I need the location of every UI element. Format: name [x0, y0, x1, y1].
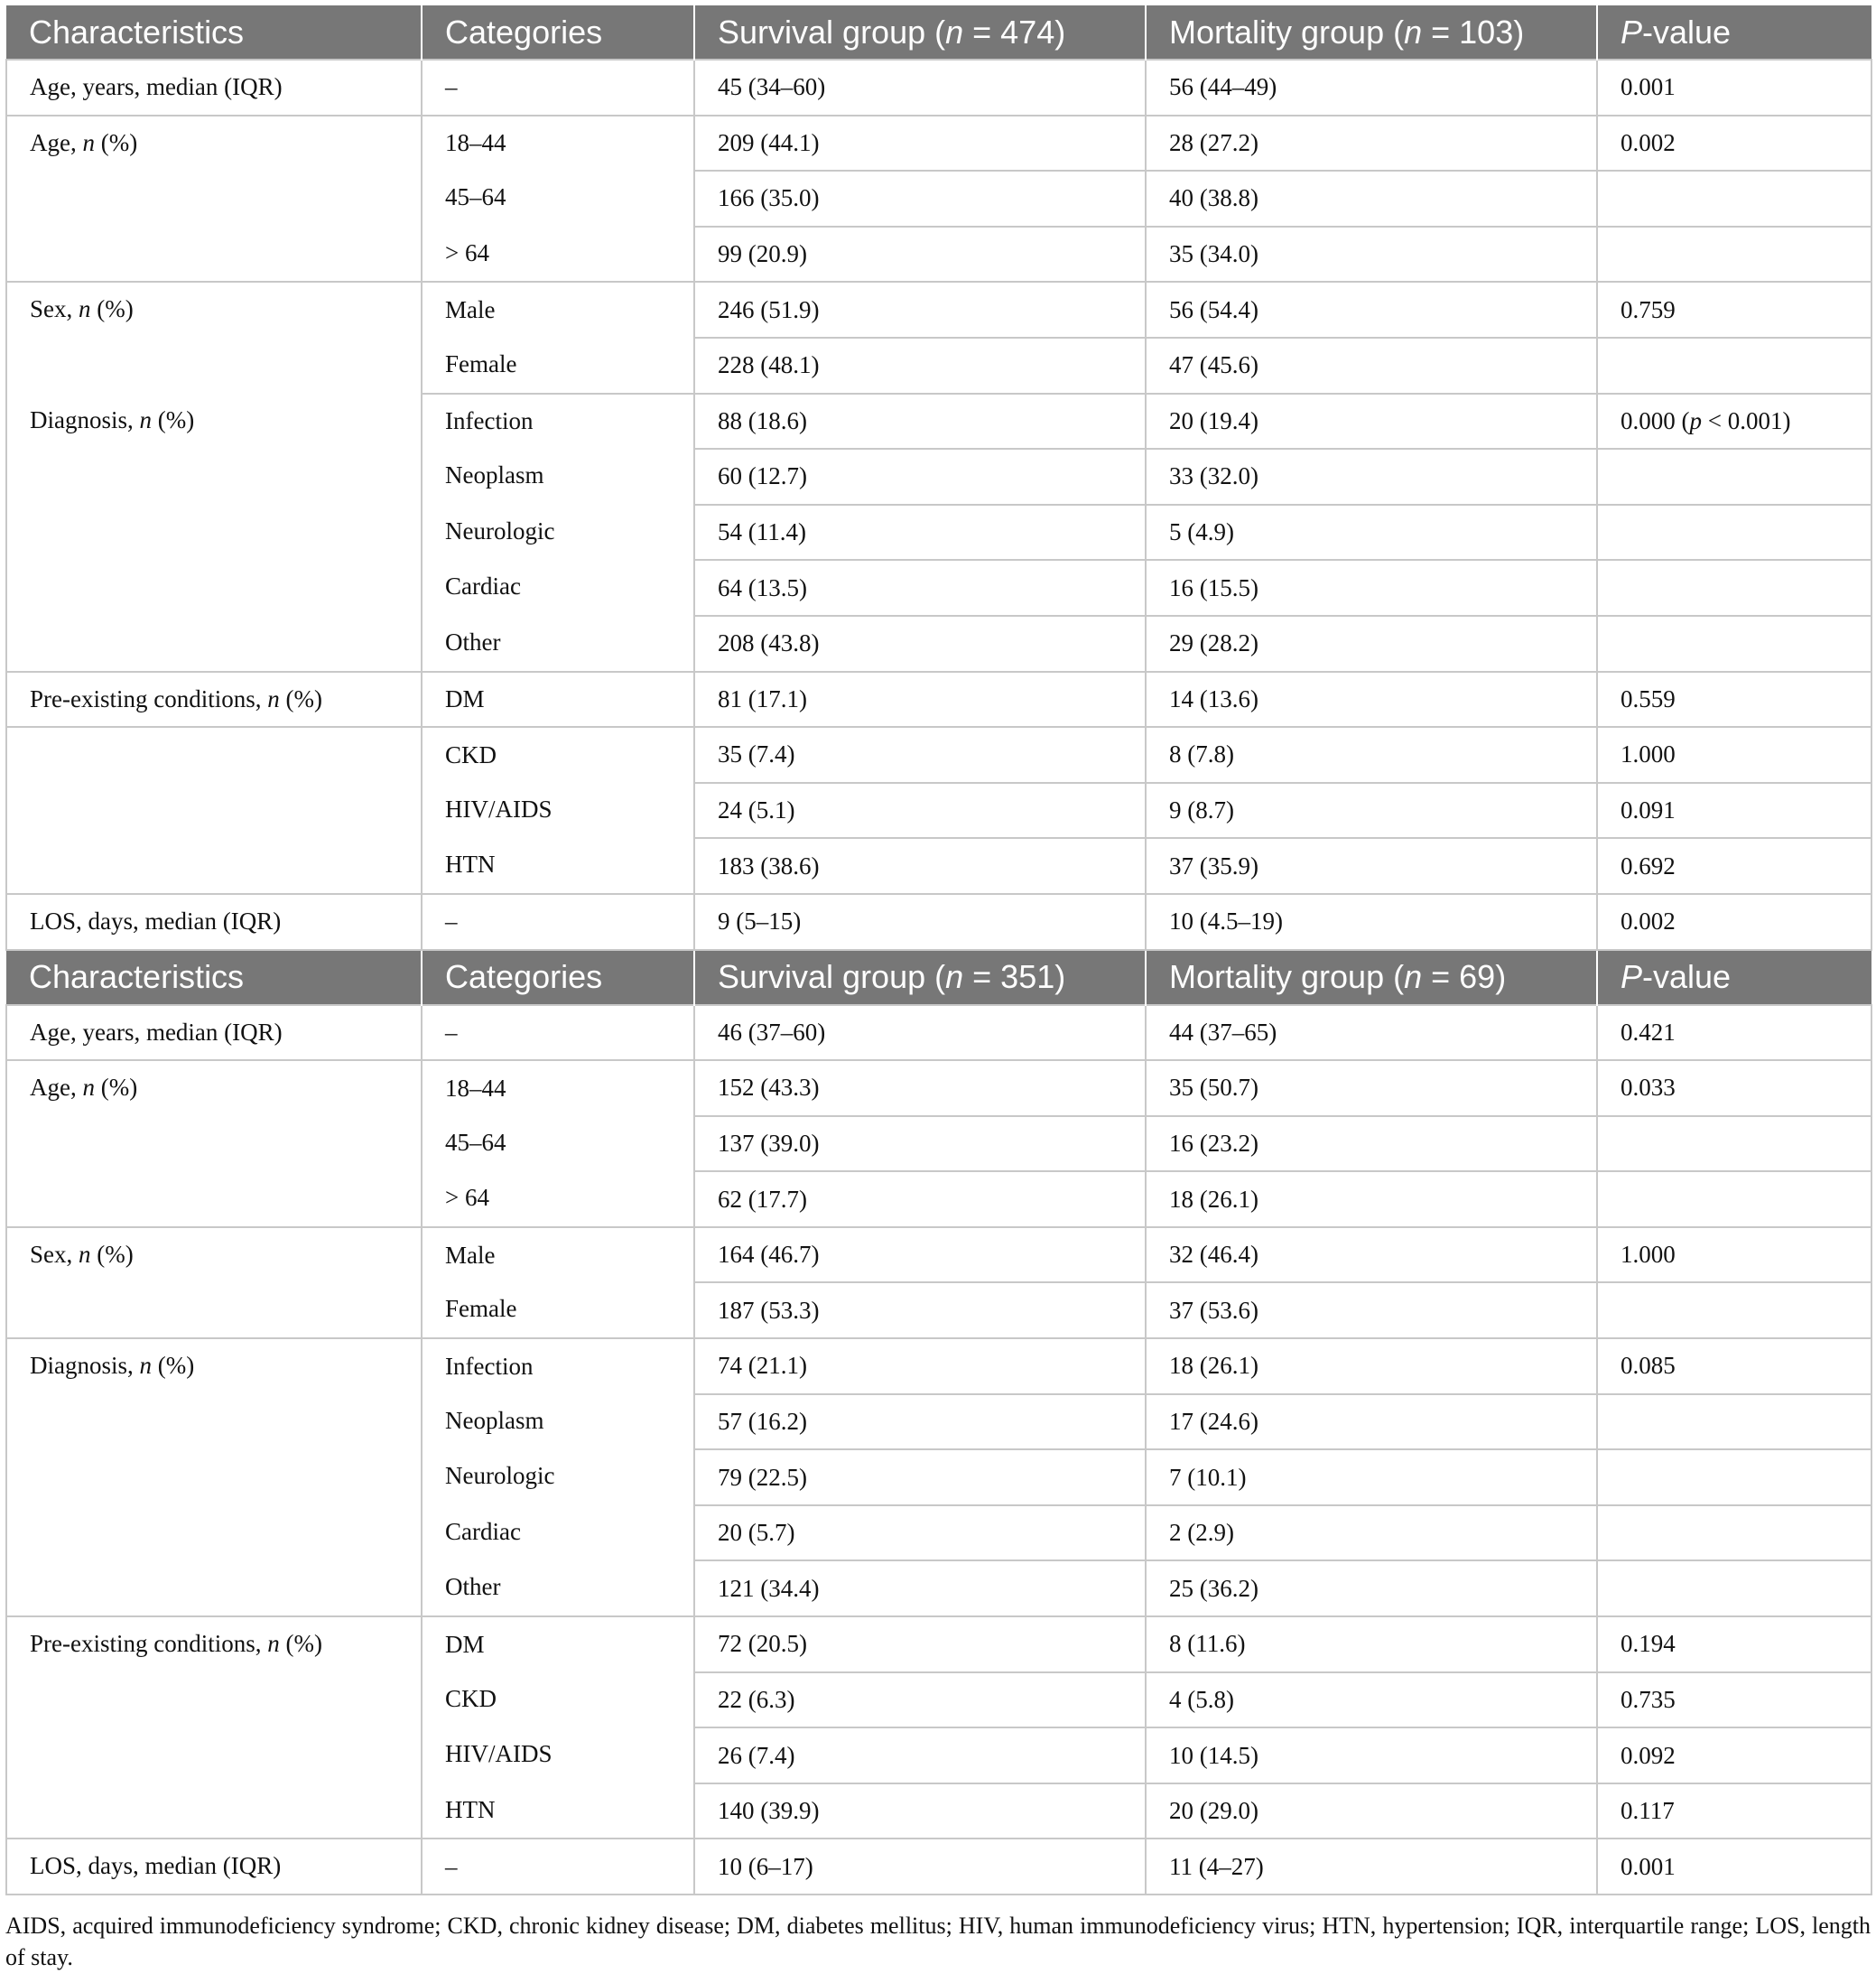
table-row	[6, 1227, 1871, 1283]
cell-category: Neurologic	[422, 505, 694, 561]
cell-survival: 24 (5.1)	[694, 783, 1146, 839]
cell-mortality: 56 (54.4)	[1146, 282, 1597, 338]
table-row	[6, 60, 1871, 116]
cell-characteristic: Pre-existing conditions, n (%)	[6, 672, 422, 728]
cell-p-value	[1597, 338, 1871, 394]
cell-mortality: 10 (14.5)	[1146, 1727, 1597, 1783]
cell-category: –	[422, 1839, 694, 1895]
cell-category: Infection	[422, 394, 694, 450]
cell-characteristic: Age, n (%)	[6, 1060, 422, 1227]
cell-mortality: 17 (24.6)	[1146, 1394, 1597, 1450]
cell-survival: 35 (7.4)	[694, 727, 1146, 783]
header-p-value: P-value	[1597, 951, 1871, 1005]
cell-survival: 45 (34–60)	[694, 60, 1146, 116]
cell-p-value: 0.001	[1597, 60, 1871, 116]
cell-survival: 46 (37–60)	[694, 1005, 1146, 1061]
cell-characteristic-empty	[6, 727, 422, 894]
cell-survival: 187 (53.3)	[694, 1282, 1146, 1338]
cell-survival: 54 (11.4)	[694, 505, 1146, 561]
results-table-1	[5, 5, 1872, 951]
cell-category: Neoplasm	[422, 449, 694, 505]
table-row	[6, 894, 1871, 950]
cell-category: > 64	[422, 227, 694, 283]
cell-category: HTN	[422, 838, 694, 894]
cell-category: > 64	[422, 1171, 694, 1227]
table-row	[6, 282, 1871, 338]
cell-category: 18–44	[422, 1060, 694, 1116]
cell-survival: 88 (18.6)	[694, 394, 1146, 450]
cell-mortality: 37 (53.6)	[1146, 1282, 1597, 1338]
cell-category: 45–64	[422, 1116, 694, 1172]
cell-survival: 20 (5.7)	[694, 1505, 1146, 1561]
cell-characteristic: LOS, days, median (IQR)	[6, 894, 422, 950]
cell-survival: 26 (7.4)	[694, 1727, 1146, 1783]
cell-mortality: 10 (4.5–19)	[1146, 894, 1597, 950]
cell-characteristic: Sex, n (%)	[6, 1227, 422, 1338]
cell-category: HIV/AIDS	[422, 783, 694, 839]
cell-mortality: 9 (8.7)	[1146, 783, 1597, 839]
header-characteristics: Characteristics	[6, 951, 422, 1005]
cell-survival: 246 (51.9)	[694, 282, 1146, 338]
cell-characteristic: Age, n (%)	[6, 116, 422, 283]
cell-survival: 60 (12.7)	[694, 449, 1146, 505]
cell-mortality: 56 (44–49)	[1146, 60, 1597, 116]
cell-survival: 209 (44.1)	[694, 116, 1146, 172]
cell-mortality: 47 (45.6)	[1146, 338, 1597, 394]
cell-category: DM	[422, 1616, 694, 1672]
cell-p-value	[1597, 1394, 1871, 1450]
cell-characteristic: Diagnosis, n (%)	[6, 394, 422, 672]
cell-p-value: 0.002	[1597, 116, 1871, 172]
cell-mortality: 37 (35.9)	[1146, 838, 1597, 894]
cell-characteristic: Pre-existing conditions, n (%)	[6, 1616, 422, 1839]
cell-p-value: 0.085	[1597, 1338, 1871, 1394]
cell-mortality: 7 (10.1)	[1146, 1449, 1597, 1505]
cell-p-value	[1597, 1449, 1871, 1505]
table-container	[5, 5, 1871, 1973]
cell-survival: 9 (5–15)	[694, 894, 1146, 950]
cell-p-value	[1597, 1560, 1871, 1616]
cell-p-value: 0.000 (p < 0.001)	[1597, 394, 1871, 450]
cell-category: Female	[422, 338, 694, 394]
cell-category: Neurologic	[422, 1449, 694, 1505]
cell-category: 45–64	[422, 171, 694, 227]
cell-survival: 99 (20.9)	[694, 227, 1146, 283]
cell-category: HIV/AIDS	[422, 1727, 694, 1783]
cell-category: Other	[422, 616, 694, 672]
cell-category: HTN	[422, 1783, 694, 1839]
cell-p-value: 0.117	[1597, 1783, 1871, 1839]
cell-survival: 137 (39.0)	[694, 1116, 1146, 1172]
table-row	[6, 1005, 1871, 1061]
table-row	[6, 1060, 1871, 1116]
header-characteristics: Characteristics	[6, 5, 422, 60]
cell-survival: 152 (43.3)	[694, 1060, 1146, 1116]
cell-survival: 121 (34.4)	[694, 1560, 1146, 1616]
cell-p-value: 0.559	[1597, 672, 1871, 728]
cell-mortality: 11 (4–27)	[1146, 1839, 1597, 1895]
cell-mortality: 44 (37–65)	[1146, 1005, 1597, 1061]
table-row	[6, 672, 1871, 728]
cell-mortality: 20 (19.4)	[1146, 394, 1597, 450]
cell-survival: 62 (17.7)	[694, 1171, 1146, 1227]
cell-p-value: 0.033	[1597, 1060, 1871, 1116]
cell-p-value: 0.001	[1597, 1839, 1871, 1895]
cell-mortality: 25 (36.2)	[1146, 1560, 1597, 1616]
header-survival-group: Survival group (n = 351)	[694, 951, 1146, 1005]
header-survival-group: Survival group (n = 474)	[694, 5, 1146, 60]
cell-mortality: 29 (28.2)	[1146, 616, 1597, 672]
table-footnote: AIDS, acquired immunodeficiency syndrome; CKD, chronic kidney disease; DM, diabetes mellitus; HIV, human immunodeficiency virus; HTN, hypertension; IQR, interquartile range; LOS, length of stay.	[5, 1913, 1871, 1970]
cell-p-value	[1597, 171, 1871, 227]
cell-survival: 81 (17.1)	[694, 672, 1146, 728]
cell-category: CKD	[422, 1672, 694, 1728]
cell-p-value: 0.735	[1597, 1672, 1871, 1728]
cell-mortality: 16 (23.2)	[1146, 1116, 1597, 1172]
cell-survival: 140 (39.9)	[694, 1783, 1146, 1839]
cell-survival: 166 (35.0)	[694, 171, 1146, 227]
cell-p-value: 0.092	[1597, 1727, 1871, 1783]
cell-mortality: 35 (34.0)	[1146, 227, 1597, 283]
cell-p-value	[1597, 1282, 1871, 1338]
cell-p-value: 1.000	[1597, 1227, 1871, 1283]
cell-p-value	[1597, 227, 1871, 283]
cell-mortality: 20 (29.0)	[1146, 1783, 1597, 1839]
table-row	[6, 394, 1871, 450]
cell-mortality: 33 (32.0)	[1146, 449, 1597, 505]
header-mortality-group: Mortality group (n = 103)	[1146, 5, 1597, 60]
cell-category: Male	[422, 1227, 694, 1283]
table-row	[6, 1616, 1871, 1672]
cell-mortality: 35 (50.7)	[1146, 1060, 1597, 1116]
cell-category: Neoplasm	[422, 1394, 694, 1450]
cell-mortality: 8 (7.8)	[1146, 727, 1597, 783]
cell-p-value: 0.002	[1597, 894, 1871, 950]
header-categories: Categories	[422, 5, 694, 60]
cell-p-value: 0.091	[1597, 783, 1871, 839]
cell-p-value	[1597, 1171, 1871, 1227]
cell-survival: 208 (43.8)	[694, 616, 1146, 672]
table-row	[6, 1839, 1871, 1895]
cell-p-value	[1597, 616, 1871, 672]
header-row	[6, 951, 1871, 1005]
cell-mortality: 28 (27.2)	[1146, 116, 1597, 172]
cell-characteristic: Sex, n (%)	[6, 282, 422, 393]
header-p-value: P-value	[1597, 5, 1871, 60]
cell-characteristic: Diagnosis, n (%)	[6, 1338, 422, 1616]
cell-survival: 64 (13.5)	[694, 560, 1146, 616]
table-row	[6, 1338, 1871, 1394]
header-mortality-group: Mortality group (n = 69)	[1146, 951, 1597, 1005]
cell-p-value	[1597, 449, 1871, 505]
cell-survival: 57 (16.2)	[694, 1394, 1146, 1450]
cell-p-value: 1.000	[1597, 727, 1871, 783]
cell-p-value: 0.692	[1597, 838, 1871, 894]
cell-survival: 72 (20.5)	[694, 1616, 1146, 1672]
cell-category: Other	[422, 1560, 694, 1616]
cell-p-value: 0.194	[1597, 1616, 1871, 1672]
header-row	[6, 5, 1871, 60]
cell-category: –	[422, 894, 694, 950]
cell-survival: 183 (38.6)	[694, 838, 1146, 894]
cell-category: DM	[422, 672, 694, 728]
cell-category: Infection	[422, 1338, 694, 1394]
cell-mortality: 32 (46.4)	[1146, 1227, 1597, 1283]
cell-survival: 74 (21.1)	[694, 1338, 1146, 1394]
cell-mortality: 40 (38.8)	[1146, 171, 1597, 227]
cell-characteristic: Age, years, median (IQR)	[6, 1005, 422, 1061]
cell-category: Male	[422, 282, 694, 338]
cell-p-value	[1597, 505, 1871, 561]
cell-mortality: 4 (5.8)	[1146, 1672, 1597, 1728]
cell-characteristic: LOS, days, median (IQR)	[6, 1839, 422, 1895]
cell-mortality: 18 (26.1)	[1146, 1171, 1597, 1227]
cell-survival: 22 (6.3)	[694, 1672, 1146, 1728]
cell-mortality: 14 (13.6)	[1146, 672, 1597, 728]
results-table-2	[5, 951, 1872, 1896]
cell-category: –	[422, 60, 694, 116]
cell-mortality: 5 (4.9)	[1146, 505, 1597, 561]
cell-p-value	[1597, 560, 1871, 616]
cell-survival: 164 (46.7)	[694, 1227, 1146, 1283]
table-row	[6, 727, 1871, 783]
cell-characteristic: Age, years, median (IQR)	[6, 60, 422, 116]
cell-mortality: 16 (15.5)	[1146, 560, 1597, 616]
table-row	[6, 116, 1871, 172]
cell-p-value	[1597, 1505, 1871, 1561]
cell-mortality: 2 (2.9)	[1146, 1505, 1597, 1561]
cell-category: –	[422, 1005, 694, 1061]
header-categories: Categories	[422, 951, 694, 1005]
cell-category: Female	[422, 1282, 694, 1338]
cell-survival: 10 (6–17)	[694, 1839, 1146, 1895]
cell-mortality: 18 (26.1)	[1146, 1338, 1597, 1394]
cell-category: CKD	[422, 727, 694, 783]
cell-survival: 79 (22.5)	[694, 1449, 1146, 1505]
cell-p-value	[1597, 1116, 1871, 1172]
cell-p-value: 0.759	[1597, 282, 1871, 338]
cell-category: 18–44	[422, 116, 694, 172]
cell-survival: 228 (48.1)	[694, 338, 1146, 394]
cell-category: Cardiac	[422, 1505, 694, 1561]
cell-category: Cardiac	[422, 560, 694, 616]
cell-mortality: 8 (11.6)	[1146, 1616, 1597, 1672]
cell-p-value: 0.421	[1597, 1005, 1871, 1061]
